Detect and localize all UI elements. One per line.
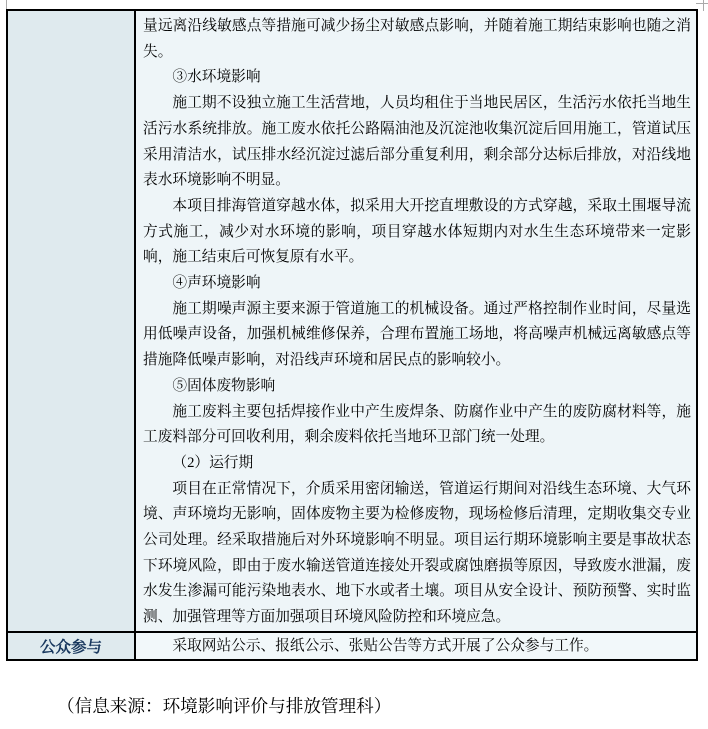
public-participation-label: 公众参与 xyxy=(7,632,135,660)
heading-noise-impact: ④声环境影响 xyxy=(172,275,261,292)
heading-solid-waste-impact: ⑤固体废物影响 xyxy=(172,377,276,394)
heading-operation-period: （2）运行期 xyxy=(172,454,254,471)
row-label-cell-empty xyxy=(7,10,135,632)
table-gridline-mark-top-right-vertical xyxy=(703,0,704,11)
paragraph-noise-impact: 施工期噪声源主要来源于管道施工的机械设备。通过严格控制作业时间，尽量选用低噪声设备，加强机械维修保养，合理布置施工场地，将高噪声机械远离敏感点等措施降低噪声影响，对沿线声环境和居民点的影响较小。 xyxy=(143,300,691,369)
information-source-caption: （信息来源：环境影响评价与排放管理科） xyxy=(57,696,392,716)
paragraph-public-participation: 采取网站公示、报纸公示、张贴公告等方式开展了公众参与工作。 xyxy=(172,637,599,654)
paragraph-water-impact: 施工期不设独立施工生活营地，人员均租住于当地民居区，生活污水依托当地生活污水系统排放。施工废水依托公路隔油池及沉淀池收集沉淀后回用施工，管道试压采用清洁水，试压排水经沉淀过滤后部分重复利用，剩余部分达标后排放，对沿线地表水环境影响不明显。 xyxy=(143,95,691,189)
table-gridline-mark-top-left xyxy=(6,0,7,9)
paragraph-water-crossing: 本项目排海管道穿越水体，拟采用大开挖直埋敷设的方式穿越，采取土围堰导流方式施工，减少对水环境的影响，项目穿越水体短期内对水生生态环境带来一定影响，施工结束后可恢复原有水平。 xyxy=(143,197,691,266)
impact-content-cell xyxy=(135,10,697,632)
table-row-public-participation xyxy=(7,632,697,660)
paragraph-solid-waste-impact: 施工废料主要包括焊接作业中产生废焊条、防腐作业中产生的废防腐材料等，施工废料部分可回收利用，剩余废料依托当地环卫部门统一处理。 xyxy=(143,403,691,446)
paragraph-dust-impact-continued: 量远离沿线敏感点等措施可减少扬尘对敏感点影响，并随着施工期结束影响也随之消失。 xyxy=(143,18,691,60)
heading-water-impact: ③水环境影响 xyxy=(172,69,261,86)
table-gridline-mark-top-right-horizontal xyxy=(696,3,708,4)
paragraph-operation-period: 项目在正常情况下，介质采用密闭输送，管道运行期间对沿线生态环境、大气环境、声环境均无影响，固体废物主要为检修废物，现场检修后清理，定期收集交专业公司处理。经采取措施后对外环境影响不明显。项目运行期环境影响主要是事故状态下环境风险，即由于废水输送管道连接处开裂或腐蚀磨损等原因，导致废水泄漏，废水发生渗漏可能污染地表水、地下水或者土壤。项目从安全设计、预防预警、实时监测、加强管理等方面加强项目环境风险防控和环境应急。 xyxy=(143,480,691,626)
public-participation-cell xyxy=(135,632,697,660)
eia-summary-table xyxy=(6,9,698,661)
table-row-construction-operation-impact xyxy=(7,10,697,632)
